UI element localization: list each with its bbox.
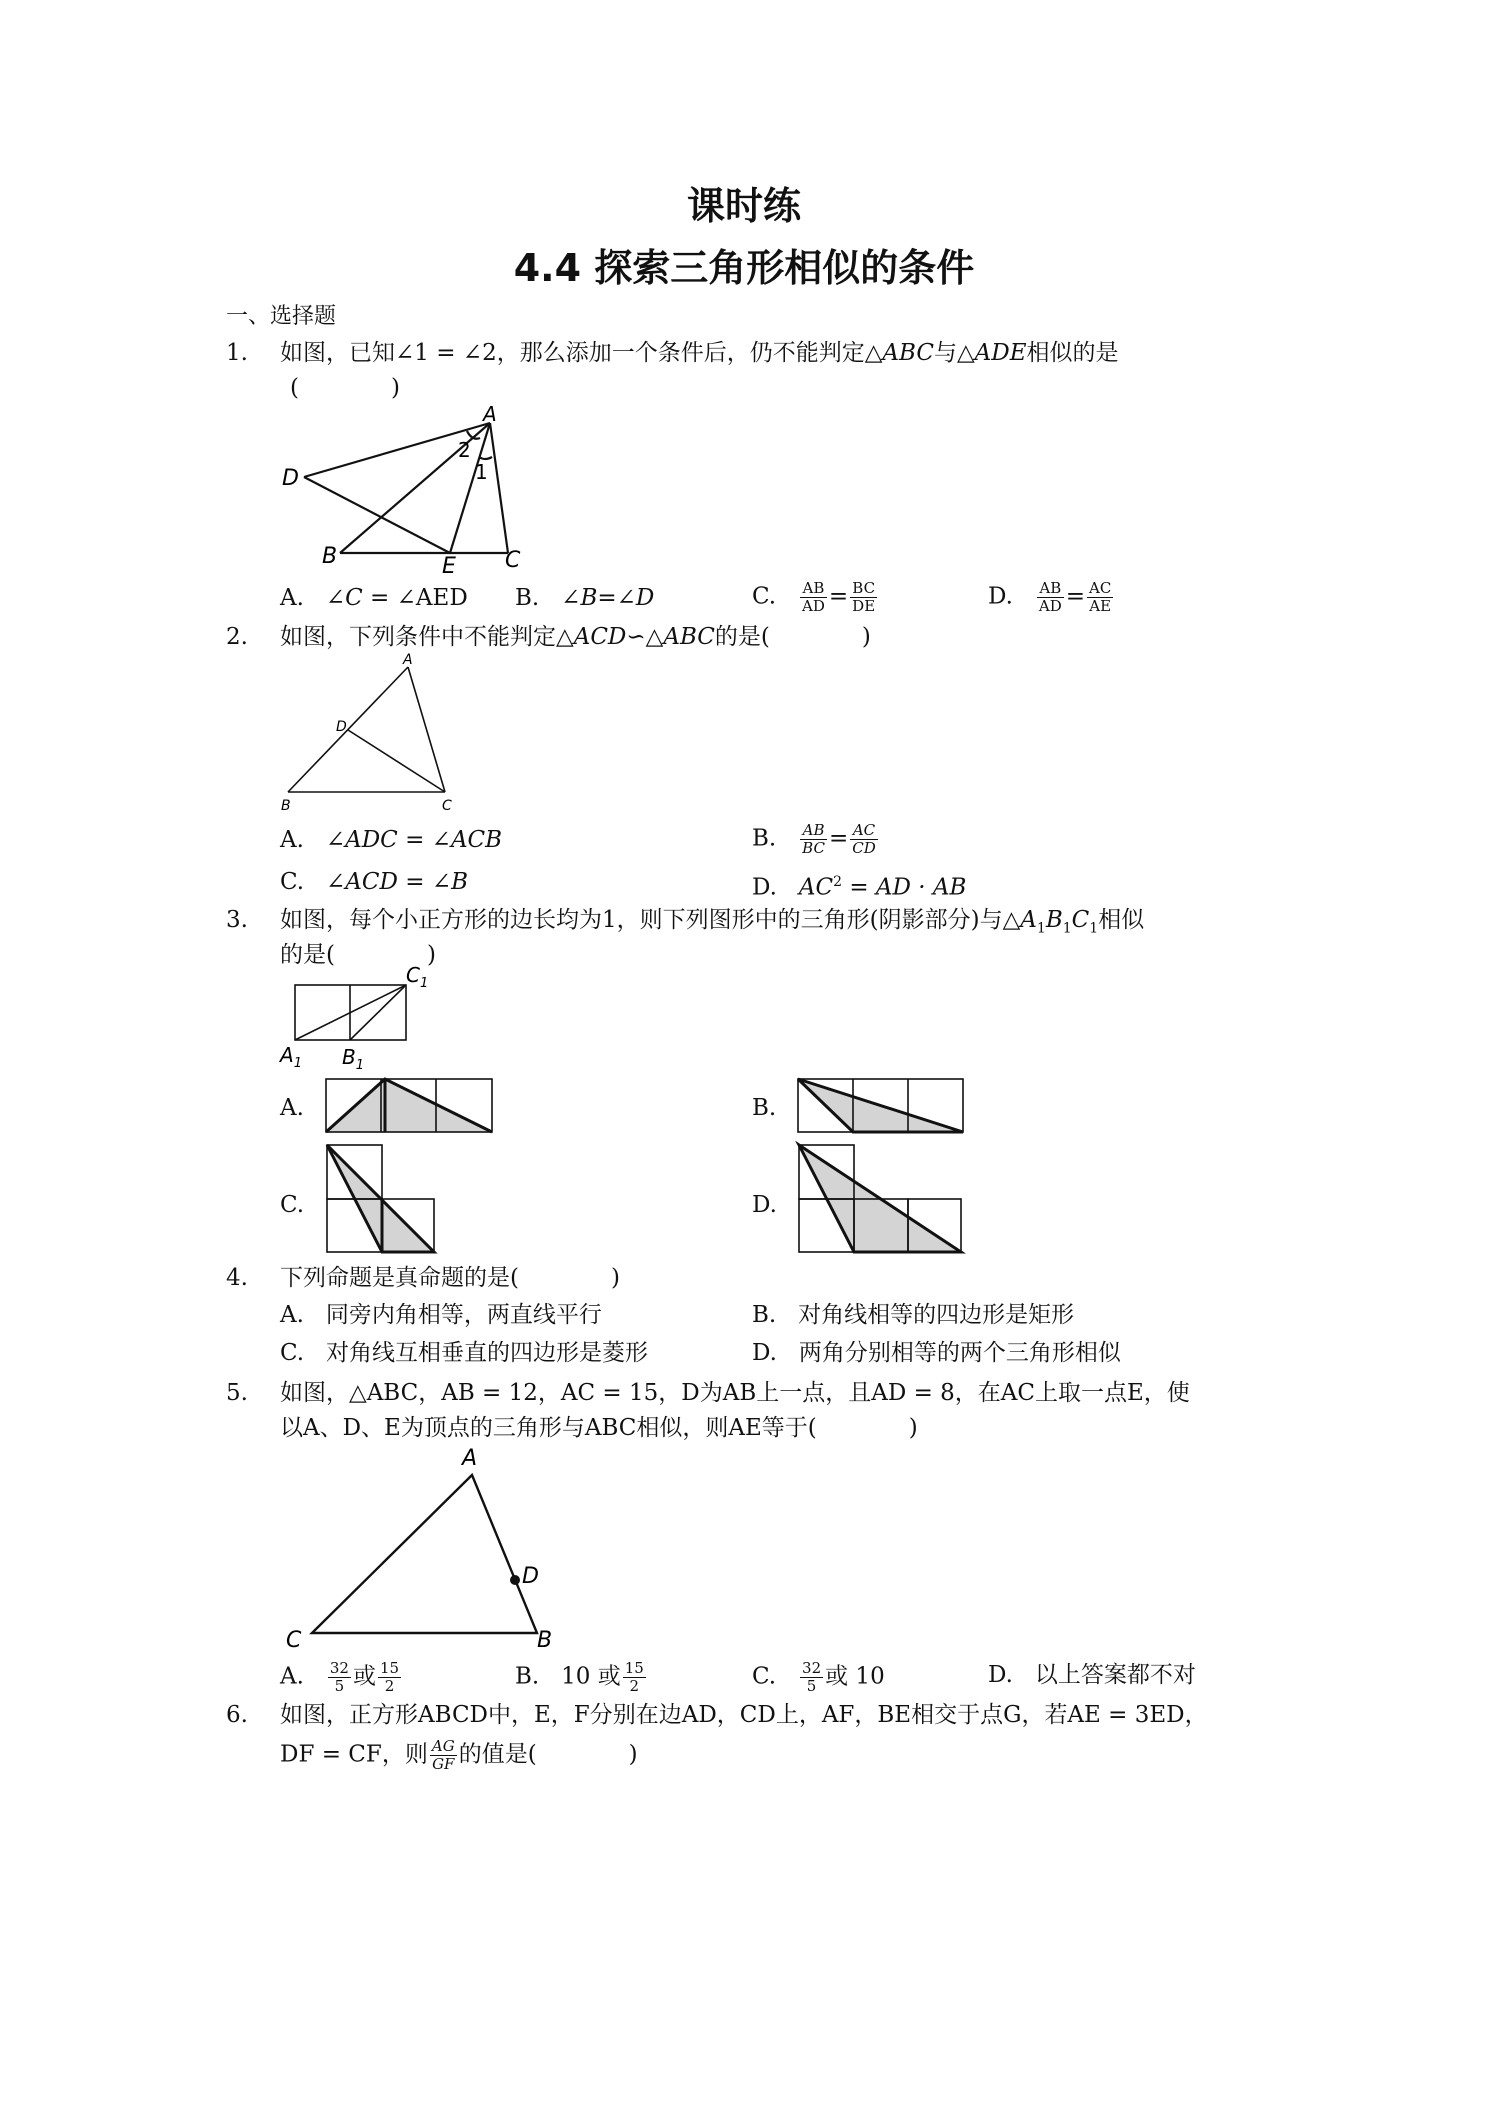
q5-option-b: B. 10 或 $\frac{15}{2}$: [515, 1659, 644, 1695]
q2-figure: [278, 652, 458, 815]
q3-a-shaded-triangle: [326, 1079, 492, 1132]
q1-angle-2: 2: [458, 438, 471, 462]
q2-option-c: C. ∠ACD = ∠B: [280, 869, 469, 895]
q5-label-D: D: [522, 1564, 539, 1589]
q1-option-b: B. ∠B=∠D: [515, 585, 655, 611]
q4-option-b: B. 对角线相等的四边形是矩形: [752, 1302, 1075, 1328]
q5-number: 5.: [226, 1380, 248, 1406]
q2-option-d: D. $AC^2$ = AD · AB: [752, 874, 967, 901]
q4-option-a: A. 同旁内角相等，两直线平行: [280, 1302, 602, 1328]
q1-number: 1.: [226, 340, 248, 366]
q2-option-a: A. ∠ADC = ∠ACB: [280, 827, 503, 853]
q1-label-A: A: [483, 402, 497, 426]
q1-answer-paren: ( ): [290, 375, 400, 401]
q2-stem: 如图，下列条件中不能判定△ACD∽△ABC的是( ): [280, 624, 871, 650]
q3-option-a-figure: [320, 1076, 500, 1136]
q6-stem-line1: 如图，正方形ABCD中，E，F分别在边AD，CD上，AF，BE相交于点G，若AE = 3ED，: [280, 1702, 1208, 1728]
q3-label-B1: $B_1$: [342, 1045, 365, 1073]
q3-option-b-figure: [795, 1076, 975, 1136]
q4-stem: 下列命题是真命题的是( ): [280, 1265, 620, 1291]
q3-option-d-figure: [794, 1140, 974, 1260]
q5-option-d: D. 以上答案都不对: [988, 1662, 1196, 1688]
q3-label-C1: $C_1$: [406, 963, 429, 991]
q3-option-c-label: C.: [280, 1192, 305, 1218]
q1-option-d: D. $\frac{AB}{AD}$ = $\frac{AC}{AE}$: [988, 579, 1112, 615]
page-subtitle: 4.4 探索三角形相似的条件: [513, 246, 975, 290]
q5-label-A: A: [462, 1446, 478, 1471]
q4-number: 4.: [226, 1265, 248, 1291]
q5-label-C: C: [286, 1628, 302, 1653]
q3-option-c-figure: [322, 1140, 442, 1260]
q5-option-c: C. $\frac{32}{5}$ 或 10: [752, 1659, 885, 1695]
q2-label-B: B: [281, 798, 291, 814]
q5-stem-line2: 以A、D、E为顶点的三角形与ABC相似，则AE等于( ): [280, 1415, 918, 1441]
q3-label-A1: $A_1$: [280, 1043, 302, 1071]
q1-label-E: E: [442, 554, 456, 579]
q1-option-a: A. ∠C = ∠AED: [280, 585, 468, 611]
q3-option-a-label: A.: [280, 1095, 304, 1121]
q3-reference-figure: [278, 963, 458, 1073]
q1-option-c: C. $\frac{AB}{AD}$ = $\frac{BC}{DE}$: [752, 579, 876, 615]
q2-option-b: B. $\frac{AB}{BC}$ = $\frac{AC}{CD}$: [752, 821, 876, 857]
q1-stem: 如图，已知∠1 = ∠2，那么添加一个条件后，仍不能判定△ABC与△ADE相似的是: [280, 340, 1119, 366]
q5-point-D: [510, 1575, 520, 1585]
q5-figure: [282, 1445, 562, 1655]
q4-option-d: D. 两角分别相等的两个三角形相似: [752, 1340, 1121, 1366]
q2-number: 2.: [226, 624, 248, 650]
q5-option-a: A. $\frac{32}{5}$ 或 $\frac{15}{2}$: [280, 1659, 400, 1695]
q1-figure: [280, 402, 540, 579]
q4-option-c: C. 对角线互相垂直的四边形是菱形: [280, 1340, 649, 1366]
q3-option-b-label: B.: [752, 1095, 777, 1121]
q2-label-D: D: [336, 719, 347, 735]
q1-label-C: C: [505, 548, 521, 573]
q1-label-D: D: [282, 466, 299, 491]
q1-label-B: B: [322, 544, 338, 569]
section-heading: 一、选择题: [226, 304, 337, 329]
page-title: 课时练: [686, 184, 801, 228]
q3-option-d-label: D.: [752, 1192, 777, 1218]
q5-stem-line1: 如图，△ABC，AB = 12，AC = 15，D为AB上一点，且AD = 8，在AC上取一点E，使: [280, 1380, 1190, 1406]
q1-angle-1: 1: [475, 460, 488, 484]
q2-label-A: A: [403, 652, 413, 668]
q2-label-C: C: [442, 798, 452, 814]
q3-stem-line2: 的是( ): [280, 942, 436, 968]
q5-label-B: B: [537, 1628, 553, 1653]
q3-stem: 如图，每个小正方形的边长均为1，则下列图形中的三角形(阴影部分)与$\triangle A_1B_1C_1$相似: [280, 907, 1145, 937]
q6-number: 6.: [226, 1702, 248, 1728]
q3-number: 3.: [226, 907, 248, 933]
q6-stem-line2: DF = CF，则 $\frac{AG}{GF}$ 的值是( ): [280, 1737, 638, 1773]
